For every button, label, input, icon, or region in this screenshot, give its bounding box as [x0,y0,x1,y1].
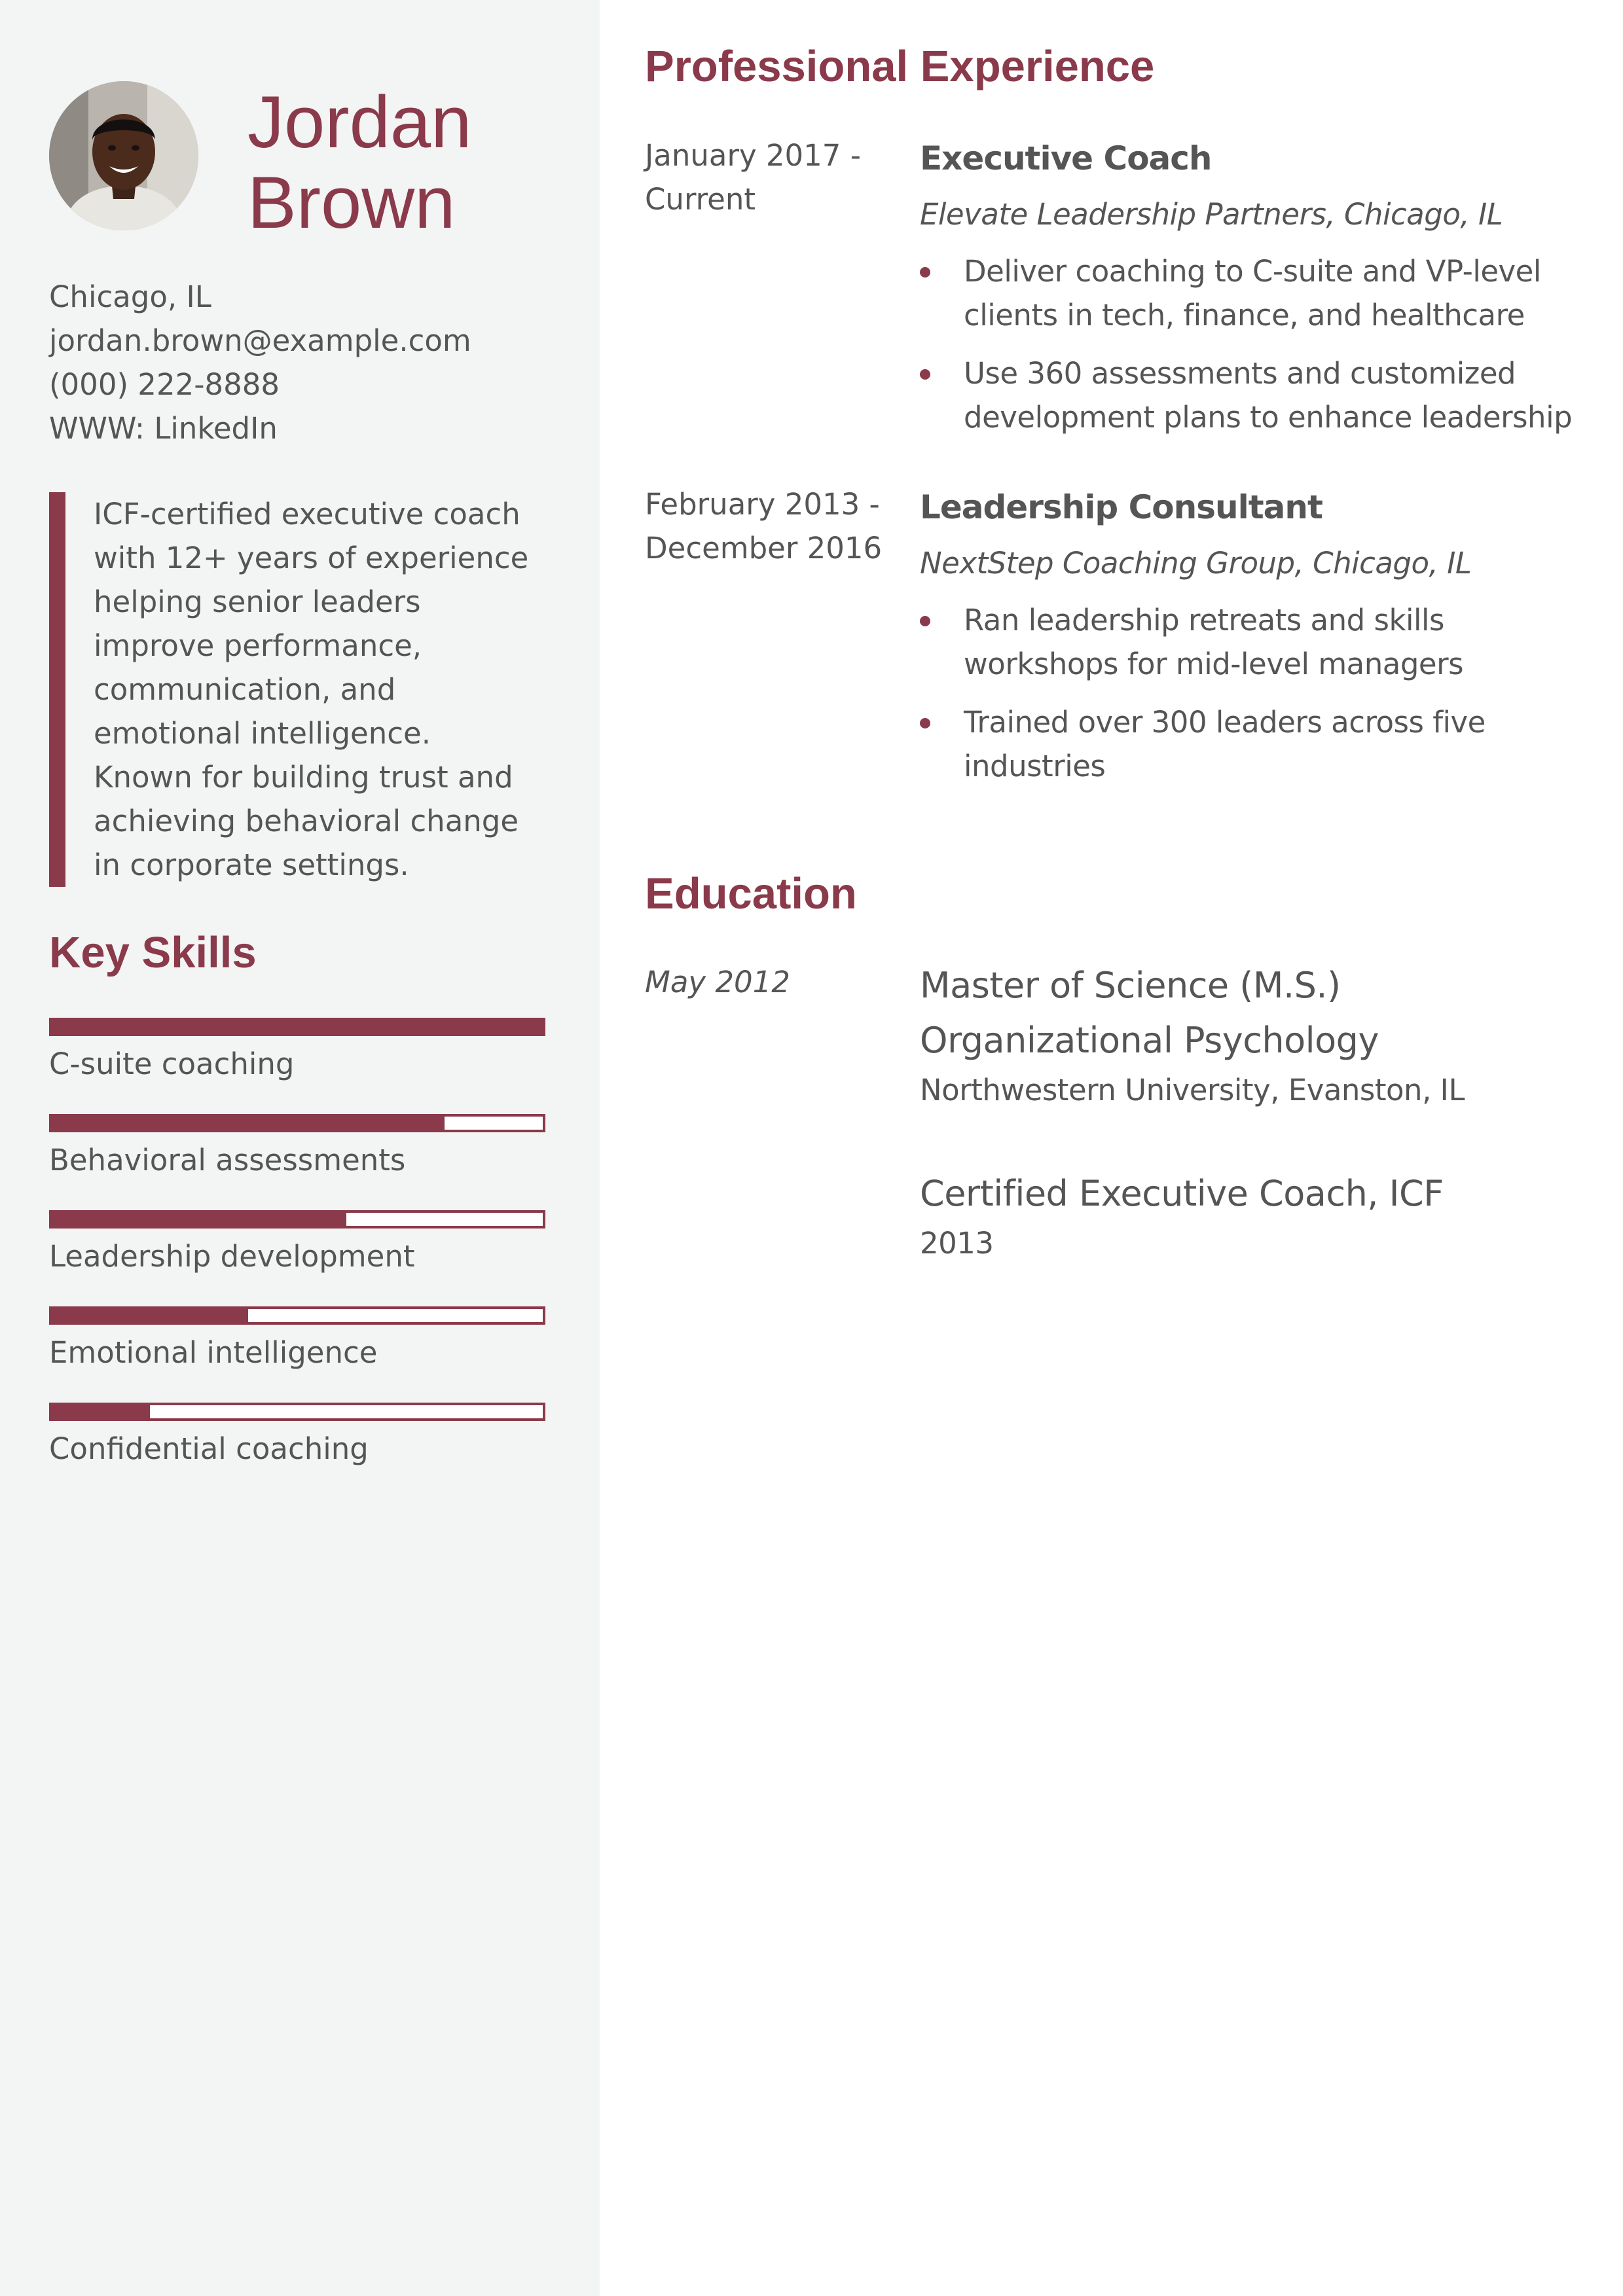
education-details [920,960,1601,1112]
job-bullet-text: Deliver coaching to C-suite and VP-level clients in tech, finance, and healthcare [964,254,1541,332]
job-details [920,482,1601,802]
skill-item [49,1210,545,1306]
avatar-photo [49,81,198,230]
job-dates [645,134,894,221]
job-title: Executive Coach [920,139,1212,177]
skill-bar [49,1018,545,1036]
candidate-name [247,82,588,243]
job-bullet-text: Ran leadership retreats and skills workshops for mid-level managers [964,603,1464,681]
first-name: Jordan [247,81,472,163]
bullet-dot-icon [920,369,930,380]
job-bullet [920,351,1601,439]
skill-item [49,1306,545,1403]
job-bullet [920,249,1601,337]
job-title: Leadership Consultant [920,488,1322,526]
bullet-dot-icon [920,616,930,626]
skill-bar-fill [52,1213,346,1226]
education-school: Northwestern University, Evanston, IL [920,1073,1465,1107]
profile-summary: ICF-certified executive coach with 12+ years of experience helping senior leaders improve performance, communication, and emotional intelligence. Known for building trust and achieving behavioral change in corporate settings. [49,492,534,887]
job-dates [645,482,894,570]
skill-bar [49,1306,545,1325]
job-bullets [920,249,1601,439]
skill-bar [49,1403,545,1421]
job-bullet [920,700,1601,788]
contact-phone: (000) 222-8888 [49,367,280,402]
contact-location: Chicago, IL [49,279,211,314]
job-bullet [920,598,1601,686]
skill-bar [49,1114,545,1132]
job-company: Elevate Leadership Partners, Chicago, IL [920,197,1503,232]
bullet-dot-icon [920,718,930,728]
skill-item [49,1114,545,1210]
bullet-dot-icon [920,267,930,278]
job-date-start: January 2017 - [645,138,861,173]
skill-label: Leadership development [49,1239,415,1274]
contact-website[interactable]: WWW: LinkedIn [49,411,278,446]
certification-year: 2013 [920,1226,994,1261]
skills-title: Key Skills [49,928,257,977]
job-bullet-text: Use 360 assessments and customized development plans to enhance leadership [964,356,1573,435]
skill-label: C-suite coaching [49,1047,295,1081]
contact-email[interactable]: jordan.brown@example.com [49,323,471,358]
certification-name: Certified Executive Coach, ICF [920,1173,1444,1214]
skill-bar-fill [52,1020,543,1033]
education-title: Education [645,869,857,918]
skill-item [49,1018,545,1114]
experience-title: Professional Experience [645,42,1155,91]
last-name: Brown [247,162,456,243]
skill-item [49,1403,545,1499]
skill-bar [49,1210,545,1229]
job-details [920,134,1601,454]
skill-label: Emotional intelligence [49,1335,378,1370]
skill-bar-fill [52,1309,248,1322]
job-date-end: December 2016 [645,531,883,565]
avatar [49,81,198,230]
education-date: May 2012 [645,965,790,999]
skills-list [49,1018,545,1499]
skill-label: Behavioral assessments [49,1143,406,1177]
job-bullets [920,598,1601,788]
certification-details [920,1168,1601,1265]
job-bullet-text: Trained over 300 leaders across five industries [964,705,1486,783]
contact-info [49,275,573,450]
job-date-start: February 2013 - [645,487,880,522]
job-company: NextStep Coaching Group, Chicago, IL [920,546,1472,581]
education-degree: Master of Science (M.S.) Organizational Psychology [920,965,1379,1061]
skill-bar-fill [52,1405,150,1418]
sidebar [0,0,600,2296]
job-date-end: Current [645,182,756,217]
skill-bar-fill [52,1117,445,1130]
skill-label: Confidential coaching [49,1431,369,1466]
